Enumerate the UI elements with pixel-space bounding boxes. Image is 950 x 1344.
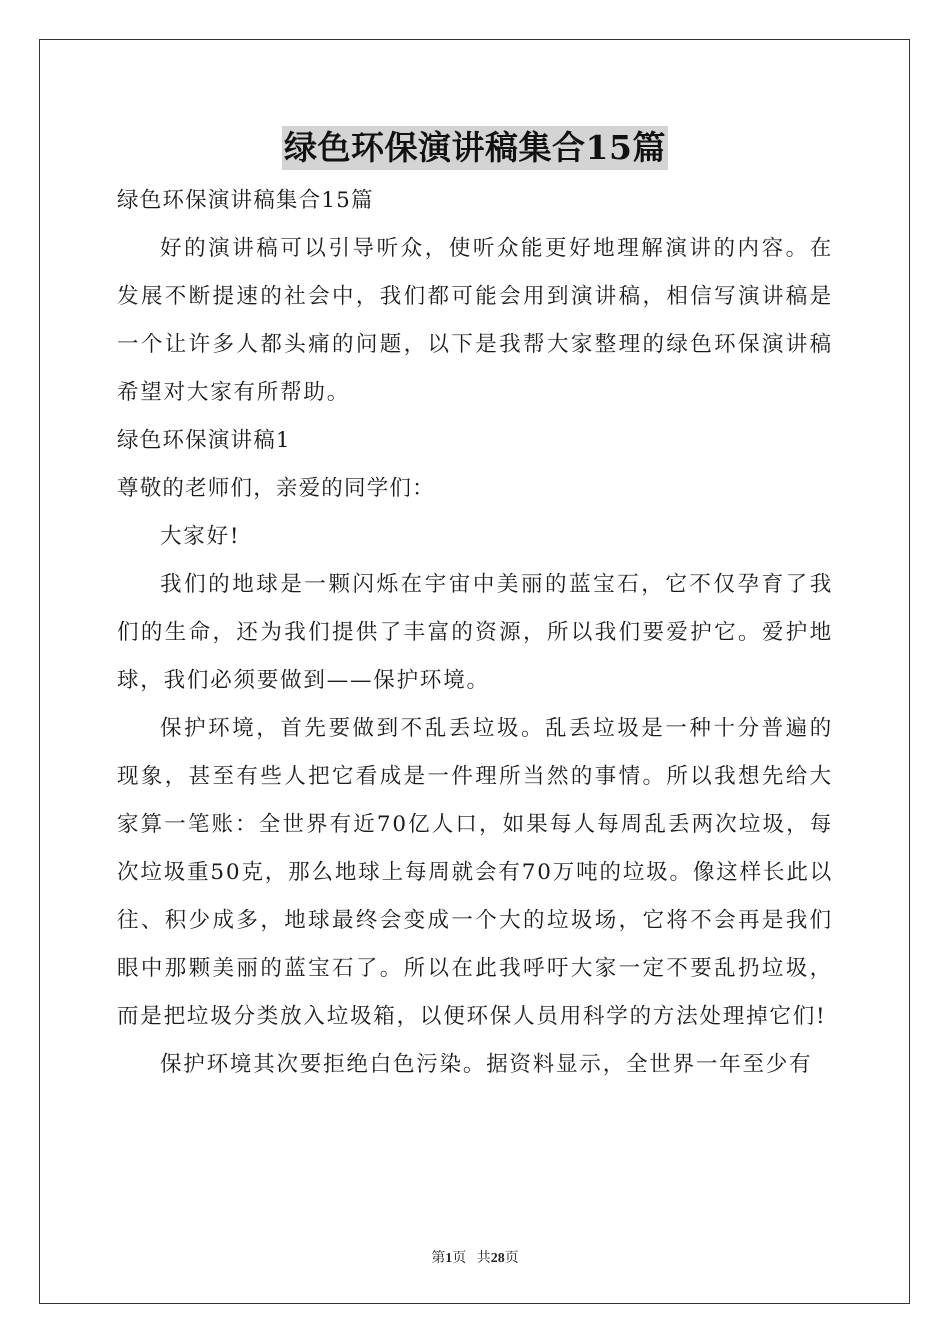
- greeting: 大家好!: [160, 524, 241, 549]
- body-paragraph: 保护环境，首先要做到不乱丢垃圾。乱丢垃圾是一种十分普遍的现象，甚至有些人把它看成是一件理所当然的事情。所以我想先给大家算一笔账：全世界有近70亿人口，如果每人每周乱丢两次垃圾，每次垃圾重50克，那么地球上每周就会有70万吨的垃圾。像这样长此以往、积少成多，地球最终会变成一个大的垃圾场，它将不会再是我们眼中那颗美丽的蓝宝石了。所以在此我呼吁大家一定不要乱扔垃圾，而是把垃圾分类放入垃圾箱，以便环保人员用科学的方法处理掉它们!: [117, 716, 833, 1029]
- footer-total-pages: 28: [490, 1251, 505, 1266]
- salutation: 尊敬的老师们，亲爱的同学们：: [117, 476, 435, 501]
- document-body: [117, 177, 833, 1089]
- document-subtitle: 绿色环保演讲稿集合15篇: [117, 188, 374, 213]
- section-heading: 绿色环保演讲稿1: [117, 428, 291, 453]
- document-title: 绿色环保演讲稿集合15篇: [282, 126, 668, 170]
- footer-page-number: 1: [445, 1251, 453, 1266]
- page-footer: [0, 1247, 950, 1267]
- footer-middle: 页 共: [452, 1251, 491, 1266]
- body-paragraph: 保护环境其次要拒绝白色污染。据资料显示，全世界一年至少有: [160, 1052, 813, 1077]
- body-paragraph: 我们的地球是一颗闪烁在宇宙中美丽的蓝宝石，它不仅孕育了我们的生命，还为我们提供了丰富的资源，所以我们要爱护它。爱护地球，我们必须要做到——保护环境。: [117, 572, 833, 693]
- footer-suffix: 页: [504, 1251, 519, 1266]
- intro-paragraph: 好的演讲稿可以引导听众，使听众能更好地理解演讲的内容。在发展不断提速的社会中，我们都可能会用到演讲稿，相信写演讲稿是一个让许多人都头痛的问题，以下是我帮大家整理的绿色环保演讲稿希望对大家有所帮助。: [117, 236, 833, 405]
- title-container: [0, 126, 950, 170]
- footer-prefix: 第: [431, 1251, 446, 1266]
